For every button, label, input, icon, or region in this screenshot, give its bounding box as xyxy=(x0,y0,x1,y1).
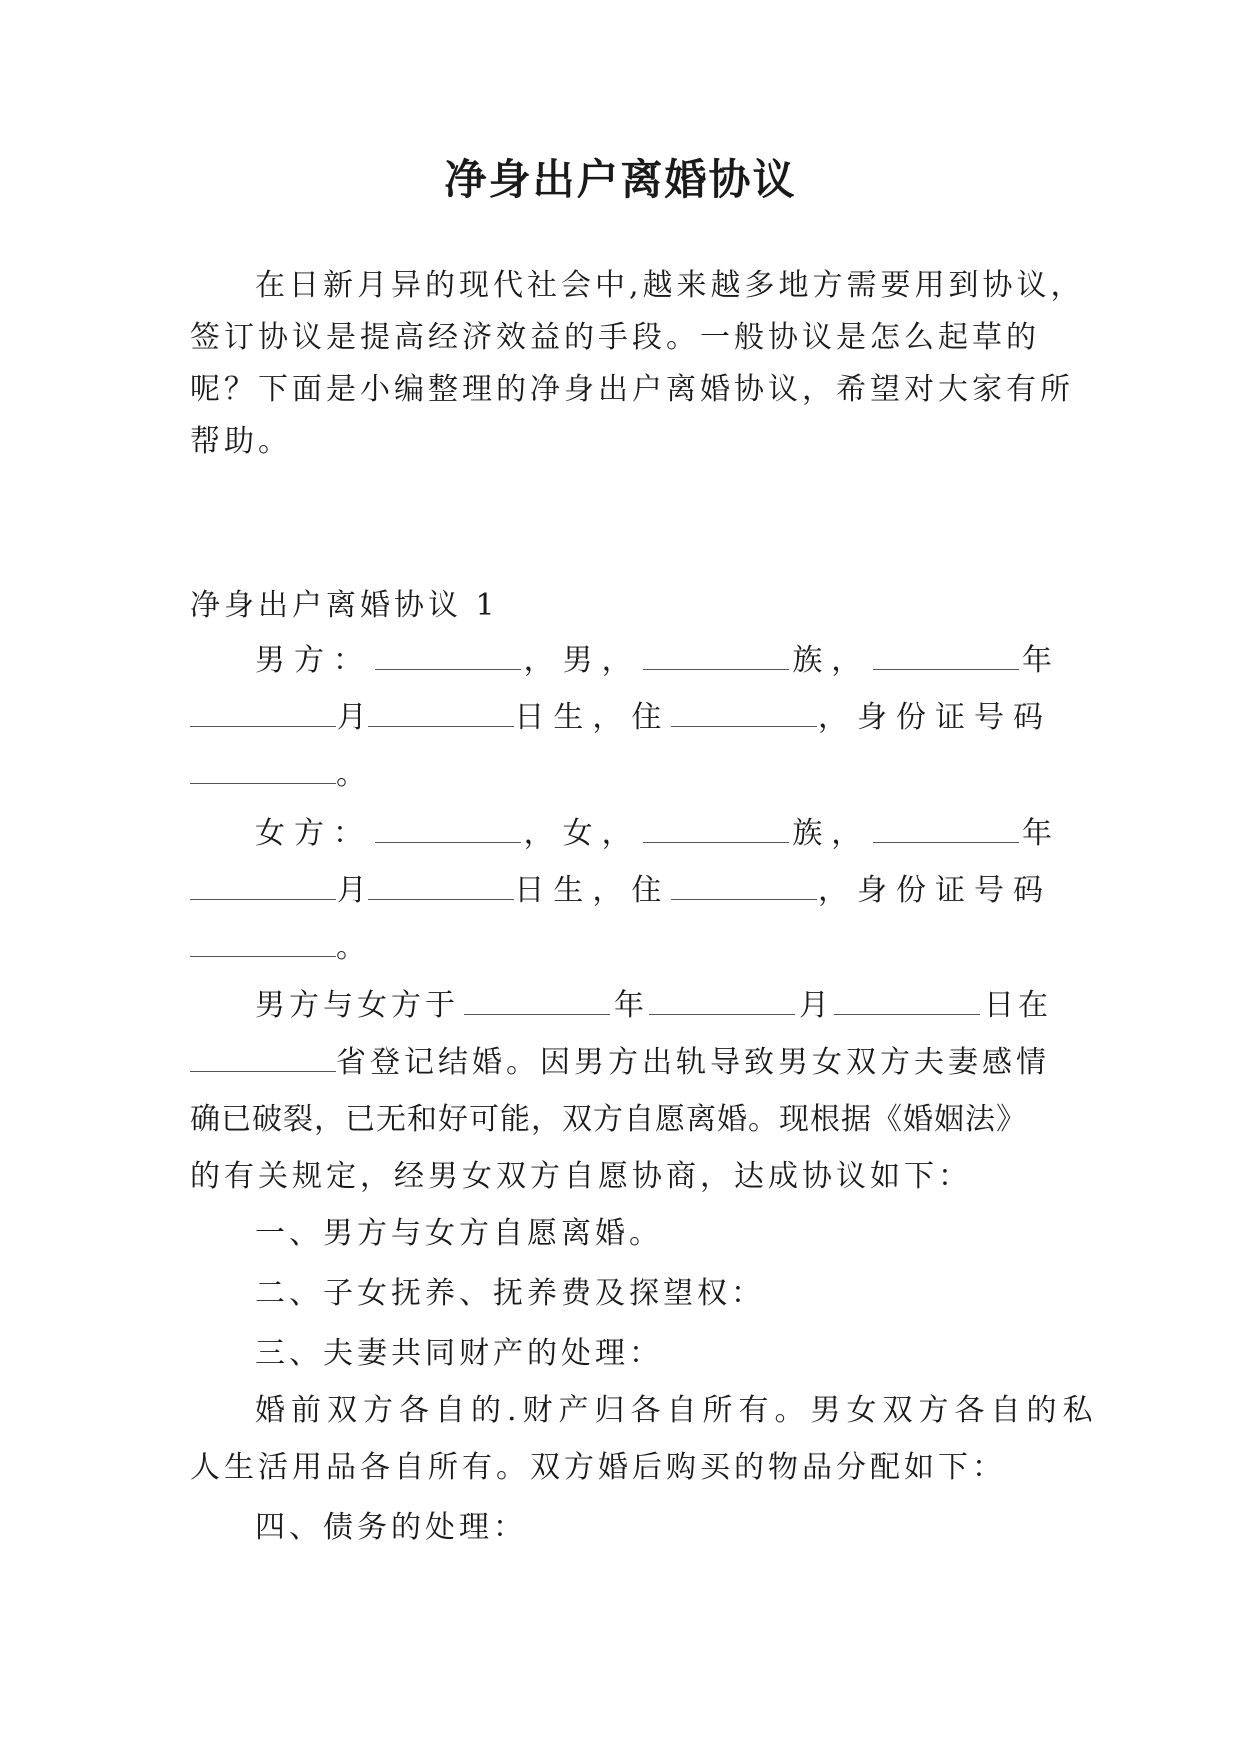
marriage-day-label: 日在 xyxy=(984,988,1052,1023)
item-two: 二、子女抚养、抚养费及探望权： xyxy=(255,1276,765,1311)
woman-label: 女方： xyxy=(255,816,372,851)
woman-line-2 xyxy=(190,871,1052,911)
woman-year-label: 年 xyxy=(1021,816,1052,851)
woman-end: 。 xyxy=(336,930,366,965)
woman-born-label: 日生，住 xyxy=(514,873,671,908)
man-month-label: 月 xyxy=(336,700,367,735)
man-gender: ，男， xyxy=(523,643,641,678)
woman-line-3 xyxy=(190,928,1052,968)
man-address-blank xyxy=(671,698,817,727)
woman-line-1 xyxy=(255,814,1052,854)
page-title: 净身出户离婚协议 xyxy=(444,155,797,204)
woman-ethnic-blank xyxy=(643,814,789,843)
marriage-year-blank xyxy=(464,986,610,1015)
man-month-blank xyxy=(190,698,336,727)
woman-id-label: ，身份证号码 xyxy=(817,873,1052,908)
intro-line-1: 在日新月异的现代社会中,越来越多地方需要用到协议， xyxy=(255,268,1085,303)
woman-month-label: 月 xyxy=(336,873,367,908)
man-id-blank xyxy=(190,755,336,784)
marriage-l2-text: 省登记结婚。因男方出轨导致男女双方夫妻感情 xyxy=(336,1045,1050,1080)
marriage-line-4: 的有关规定，经男女双方自愿协商，达成协议如下： xyxy=(190,1159,972,1194)
man-name-blank xyxy=(375,641,521,670)
man-year-label: 年 xyxy=(1021,643,1052,678)
marriage-line-2 xyxy=(190,1043,1052,1083)
marriage-day-blank xyxy=(834,986,980,1015)
man-label: 男方： xyxy=(255,643,372,678)
marriage-line-3: 确已破裂，已无和好可能，双方自愿离婚。现根据《婚姻法》 xyxy=(190,1102,1027,1137)
man-line-3 xyxy=(190,755,1052,795)
woman-year-blank xyxy=(873,814,1019,843)
section-title: 净身出户离婚协议 1 xyxy=(190,588,499,623)
woman-id-blank xyxy=(190,928,336,957)
man-line-2 xyxy=(190,698,1052,738)
item-three: 三、夫妻共同财产的处理： xyxy=(255,1336,663,1371)
man-day-blank xyxy=(368,698,514,727)
marriage-province-blank xyxy=(190,1043,336,1072)
woman-name-blank xyxy=(375,814,521,843)
marriage-start: 男方与女方于 xyxy=(255,988,459,1023)
man-id-label: ，身份证号码 xyxy=(817,700,1052,735)
intro-line-4: 帮助。 xyxy=(190,424,292,459)
intro-line-2: 签订协议是提高经济效益的手段。一般协议是怎么起草的 xyxy=(190,320,1040,355)
woman-address-blank xyxy=(671,871,817,900)
marriage-month-label: 月 xyxy=(799,988,829,1023)
item-four: 四、债务的处理： xyxy=(255,1510,527,1545)
woman-month-blank xyxy=(190,871,336,900)
man-ethnic-blank xyxy=(643,641,789,670)
man-line-1 xyxy=(255,641,1052,681)
item-three-paragraph-line-1: 婚前双方各自的.财产归各自所有。男女双方各自的私 xyxy=(255,1393,1099,1428)
marriage-year-label: 年 xyxy=(614,988,644,1023)
marriage-line-1 xyxy=(255,986,1052,1026)
man-year-blank xyxy=(873,641,1019,670)
item-one: 一、男方与女方自愿离婚。 xyxy=(255,1216,663,1251)
item-three-paragraph-line-2: 人生活用品各自所有。双方婚后购买的物品分配如下： xyxy=(190,1450,1006,1485)
intro-line-3: 呢？下面是小编整理的净身出户离婚协议，希望对大家有所 xyxy=(190,372,1074,407)
man-ethnic-label: 族， xyxy=(792,643,871,678)
woman-ethnic-label: 族， xyxy=(792,816,871,851)
marriage-month-blank xyxy=(649,986,795,1015)
woman-gender: ，女， xyxy=(523,816,641,851)
woman-day-blank xyxy=(368,871,514,900)
man-born-label: 日生，住 xyxy=(514,700,671,735)
man-end: 。 xyxy=(336,757,366,792)
